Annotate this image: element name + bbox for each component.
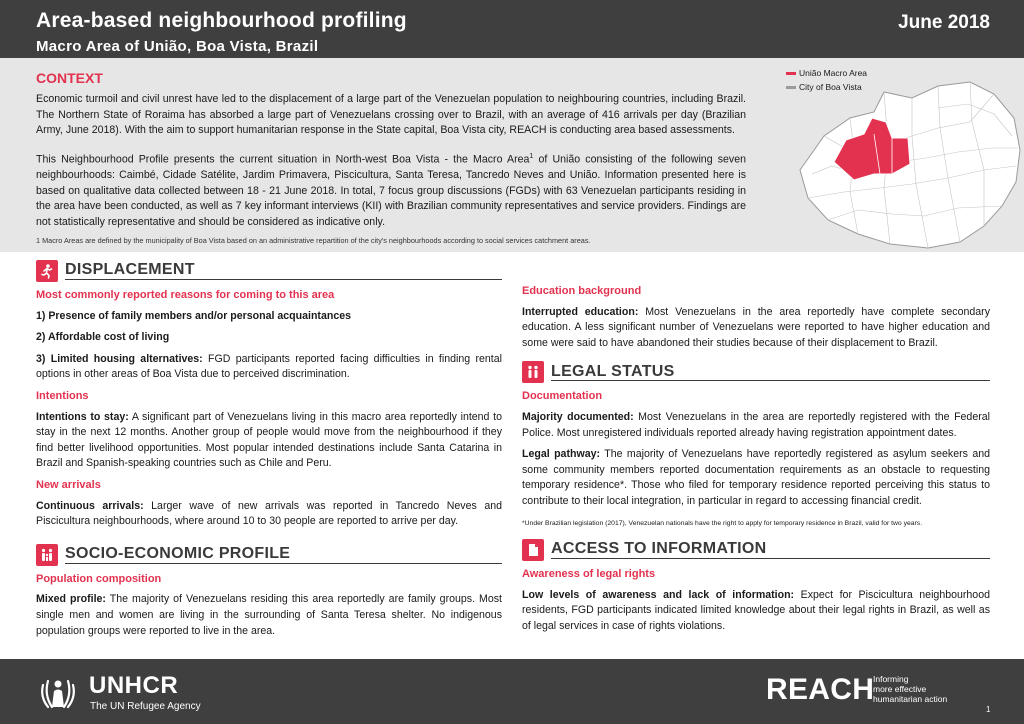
education-text: Most Venezuelans in the area reportedly have complete secondary education. A less significant number of Venezuelans were reported to have higher education and some were said to have abandoned their studies because of their displacement to Brazil. [522,305,990,349]
reason-2-text: 2) Affordable cost of living [36,331,170,344]
reason-3 [36,352,502,383]
running-person-icon [36,260,58,282]
boa-vista-map [788,78,1024,250]
mixed-profile-paragraph [36,592,502,639]
reach-tagline-line-3: humanitarian action [873,694,948,704]
legend-swatch-uniao [786,72,796,75]
context-paragraph-2 [36,149,746,231]
document-icon [522,539,544,561]
page-number: 1 [986,705,991,714]
intentions-label: Intentions to stay: [36,410,129,423]
reason-3-text: FGD participants reported facing difficulties in finding rental options in other areas of Boa Vista due to perceived discrimination. [36,352,502,381]
awareness-subheading: Awareness of legal rights [522,568,656,581]
city-outline [800,82,1020,248]
displacement-heading: DISPLACEMENT [65,262,502,280]
context-heading: CONTEXT [36,70,103,86]
population-subheading: Population composition [36,572,162,585]
context-paragraph-1: Economic turmoil and civil unrest have led to the displacement of a large part of the Venezuelan population to neighbouring countries, including Brazil. The Northern State of Roraima has absorbed a large part of Venezuelans crossing over to Brazil, with an average of 416 arrivals per day (Brazilian Army, June 2018). With the aim to support humanitarian response in the State capital, Boa Vista city, REACH is conducting area based assessments. [36,93,746,137]
documented-paragraph [522,410,990,441]
legal-pathway-paragraph [522,447,990,509]
reason-3-label: 3) Limited housing alternatives: [36,352,203,365]
legend-label-city: City of Boa Vista [799,82,862,92]
documented-text: Most Venezuelans in the area are reportedly registered with the Federal Police. Most unregistered individuals reported already having registration appointment dates. [522,410,990,439]
education-subheading: Education background [522,285,642,297]
documented-label: Majority documented: [522,410,634,423]
legal-header [522,359,990,385]
documentation-subheading: Documentation [522,390,603,403]
unhcr-tagline: The UN Refugee Agency [90,701,201,712]
socio-heading: SOCIO-ECONOMIC PROFILE [65,546,502,564]
page-footer [0,659,1024,724]
page-title: Area-based neighbourhood profiling [36,9,407,32]
legend-label-uniao: União Macro Area [799,68,868,78]
reasons-subheading: Most commonly reported reasons for coming to this area [36,289,335,301]
legal-heading: LEGAL STATUS [551,364,990,382]
reach-tagline-line-2: more effective [873,684,927,694]
arrivals-label: Continuous arrivals: [36,499,144,512]
report-date: June 2018 [898,12,990,33]
footnote-marker: 1 [529,153,534,160]
people-document-icon [522,361,544,383]
awareness-paragraph [522,588,990,635]
intentions-paragraph [36,410,502,472]
context-p2-before: This Neighbourhood Profile presents the current situation in North-west Boa Vista - the Macro Area [36,153,530,166]
access-heading: ACCESS TO INFORMATION [551,541,990,559]
mixed-profile-label: Mixed profile: [36,593,106,606]
reason-1-text: 1) Presence of family members and/or personal acquaintances [36,309,351,322]
education-label: Interrupted education: [522,305,639,318]
left-column [36,258,502,645]
legal-note: *Under Brazilian legislation (2017), Venezuelan nationals have the right to apply for temporary residence in Brazil, valid for two years. [522,519,923,527]
awareness-label: Low levels of awareness and lack of information: [522,588,795,601]
context-footnote: 1 Macro Areas are defined by the municipality of Boa Vista based on an administrative repartition of the city's neighbourhoods according to social services catchment areas. [36,236,591,245]
socio-header [36,542,502,568]
intentions-text: A significant part of Venezuelans living in this macro area reportedly intend to stay in the next 12 months. Another group of people would move from the neighbourhood if they find better livelihood opportunities. Most popular intended destinations include Santa Catarina in Brazil and Spanish-speaking countries such as Chile and Peru. [36,410,502,470]
reason-2 [36,330,502,346]
access-header [522,537,990,563]
awareness-text: Expect for Piscicultura neighbourhood residents, FGD participants indicated limited knowledge about their legal rights in Brazil, as well as of legal services in case of rights violations. [522,588,990,632]
unhcr-wordmark: UNHCR [89,672,179,699]
displacement-header [36,258,502,284]
family-icon [36,544,58,566]
legal-pathway-text: The majority of Venezuelans have reportedly registered as asylum seekers and some community members reported documentation requirements as an obstacle to requesting temporary residence*. Those who filed for temporary residence reported perceiving this status to contribute to their local integration, in particular in regard to accessing financial credit. [522,448,991,507]
context-section [0,58,1024,252]
reach-tagline [873,674,963,704]
unhcr-logo-icon [36,671,80,715]
reach-wordmark: REACH [766,673,875,706]
intentions-subheading: Intentions [36,389,89,402]
right-column [522,258,990,641]
arrivals-text: Larger wave of new arrivals was reported in Tancredo Neves and Piscicultura neighbourhoods, where around 10 to 30 people are reported to arrive per day. [36,499,502,528]
education-paragraph [522,305,990,352]
legal-pathway-label: Legal pathway: [522,448,601,461]
arrivals-paragraph [36,499,502,530]
arrivals-subheading: New arrivals [36,478,101,491]
context-p2-after: of União consisting of the following seven neighbourhoods: Caimbé, Cidade Satélite, Jardim Primavera, Piscicultura, Santa Teresa, Tancredo Neves and União. Information presented here is based on qualitative data collected between 18 - 21 June 2018. In total, 7 focus group discussions (FGDs) with 63 Venezuelan participants residing in the area have been conducted, as well as 7 key informant interviews (KII) with Brazilian community representatives and service providers. Findings are not statistically representative and should be considered as indicative only. [36,153,746,228]
mixed-profile-text: The majority of Venezuelans residing this area reportedly are family groups. Most single men and women are living in the surrounding of Santa Teresa shelter. No indigenous population groups were reported to live in the area. [36,593,502,637]
reason-1 [36,309,502,325]
page-header [0,0,1024,58]
reach-tagline-line-1: Informing [873,674,909,684]
page-subtitle: Macro Area of União, Boa Vista, Brazil [36,38,319,55]
